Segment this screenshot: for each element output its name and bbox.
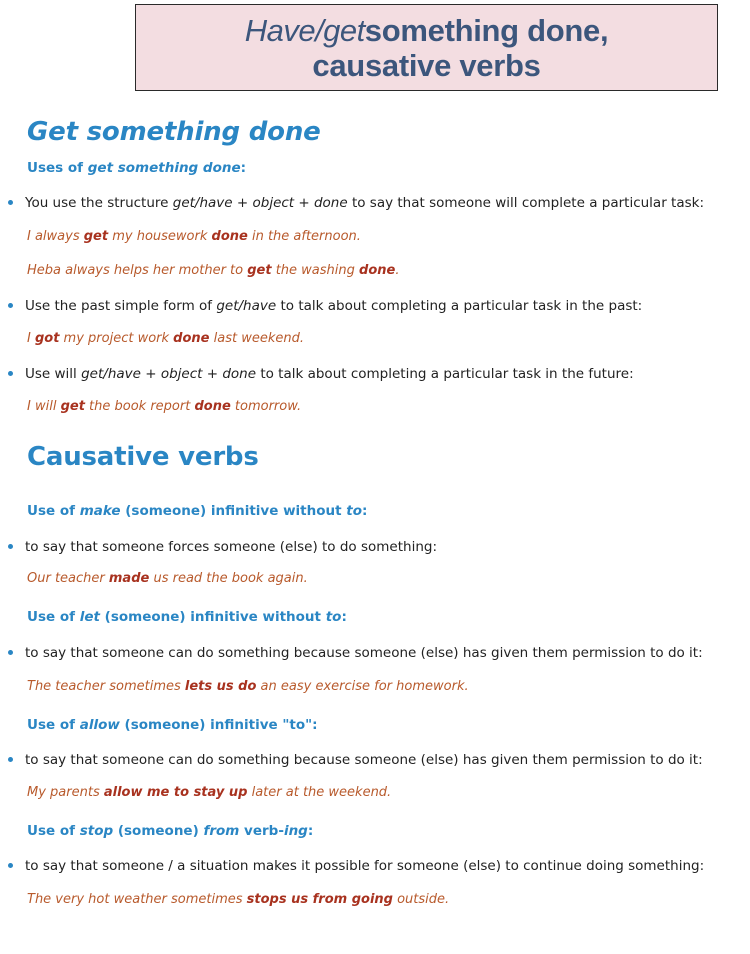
page-title [135, 4, 718, 91]
example-2: Heba always helps her mother to get the washing done. [27, 263, 400, 278]
bullet-item-1: You use the structure get/have + object + done to say that someone will complete a particular task: [8, 195, 704, 211]
bullet-icon [8, 544, 13, 549]
bullet-icon [8, 757, 13, 762]
make-bullet: to say that someone forces someone (else) to do something: [8, 539, 437, 555]
make-subheading: Use of make (someone) infinitive without to: [27, 503, 368, 519]
bullet-item-3: Use will get/have + object + done to talk about completing a particular task in the future: [8, 366, 634, 382]
allow-subheading: Use of allow (someone) infinitive "to": [27, 717, 318, 733]
stop-bullet: to say that someone / a situation makes it possible for someone (else) to continue doing something: [8, 858, 704, 874]
bullet-icon [8, 371, 13, 376]
example-1: I always get my housework done in the afternoon. [27, 229, 361, 244]
stop-example: The very hot weather sometimes stops us from going outside. [27, 892, 450, 907]
section-heading-causative-verbs: Causative verbs [27, 442, 259, 472]
bullet-icon [8, 650, 13, 655]
allow-bullet: to say that someone can do something because someone (else) has given them permission to do it: [8, 752, 703, 768]
title-line-2: causative verbs [312, 47, 541, 83]
section-heading-get-something-done: Get something done [27, 117, 321, 147]
stop-subheading: Use of stop (someone) from verb-ing: [27, 823, 314, 839]
make-example: Our teacher made us read the book again. [27, 571, 308, 586]
bullet-item-2: Use the past simple form of get/have to talk about completing a particular task in the past: [8, 298, 642, 314]
uses-subheading: Uses of get something done: [27, 160, 247, 176]
bullet-icon [8, 200, 13, 205]
bullet-icon [8, 303, 13, 308]
let-example: The teacher sometimes lets us do an easy exercise for homework. [27, 679, 469, 694]
allow-example: My parents allow me to stay up later at the weekend. [27, 785, 392, 800]
let-bullet: to say that someone can do something because someone (else) has given them permission to do it: [8, 645, 703, 661]
example-4: I will get the book report done tomorrow. [27, 399, 302, 414]
example-3: I got my project work done last weekend. [27, 331, 304, 346]
bullet-icon [8, 863, 13, 868]
title-line-1: Have/getsomething done, [244, 12, 609, 48]
let-subheading: Use of let (someone) infinitive without to: [27, 609, 347, 625]
